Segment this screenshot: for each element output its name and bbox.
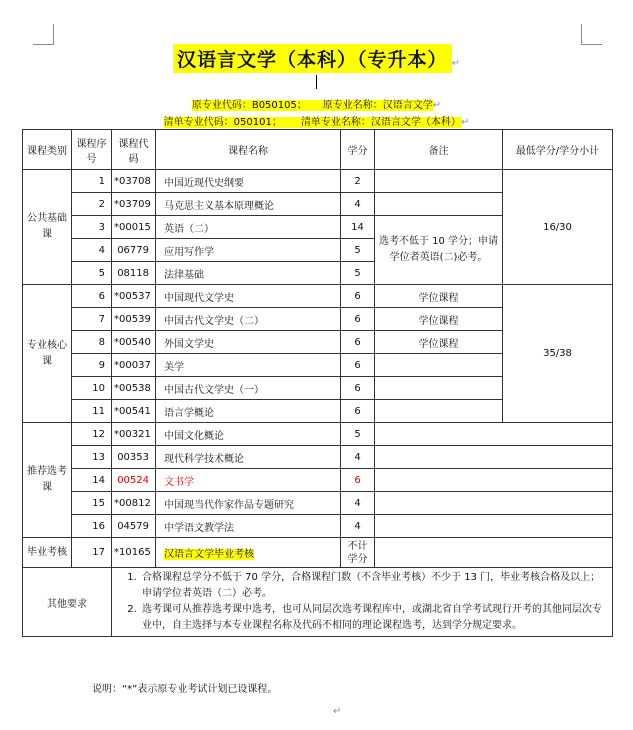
table-row	[23, 492, 613, 515]
table-row	[23, 515, 613, 538]
original-major-line: 原专业代码：B050105； 原专业名称：汉语言文学↵	[191, 100, 442, 111]
title-row	[0, 44, 633, 73]
course-name[interactable]: 美学	[156, 354, 341, 377]
course-code: 00524	[112, 469, 156, 492]
table-row	[23, 446, 613, 469]
original-name-label: 原专业名称：	[322, 100, 383, 111]
min-credit-public: 16/30	[503, 170, 613, 285]
course-name[interactable]: 法律基础	[156, 262, 341, 285]
paragraph-mark-icon: ↵	[333, 706, 342, 717]
course-code: *10165	[112, 538, 156, 568]
course-remark	[375, 446, 613, 469]
course-credit: 4	[341, 492, 375, 515]
table-row	[23, 538, 613, 568]
course-seq: 15	[72, 492, 112, 515]
list-code: 050101	[233, 117, 272, 128]
other-requirements-text	[112, 568, 613, 637]
course-code: *00812	[112, 492, 156, 515]
course-seq: 2	[72, 193, 112, 216]
requirement-item: 2. 选考课可从推荐选考课中选考，也可从同层次选考课程库中，或湖北省自学考试现行开考的其他同层次专业中，自主选择与本专业课程名称及代码不相同的理论课程选考，达到学分规定要求。	[140, 602, 606, 634]
category-public: 公共基础课	[23, 170, 72, 285]
course-credit: 4	[341, 446, 375, 469]
graduation-course-name: 汉语言文学毕业考核	[164, 549, 254, 560]
text-cursor	[316, 75, 317, 89]
course-remark: 学位课程	[375, 331, 503, 354]
course-code: 00353	[112, 446, 156, 469]
course-seq: 17	[72, 538, 112, 568]
course-remark	[375, 423, 613, 446]
table-row	[23, 568, 613, 637]
course-name[interactable]: 中国古代文学史（二）	[156, 308, 341, 331]
course-code: *03708	[112, 170, 156, 193]
table-row	[23, 285, 613, 308]
table-row	[23, 423, 613, 446]
course-remark	[375, 492, 613, 515]
requirement-item: 1. 合格课程总学分不低于 70 学分，合格课程门数（不含毕业考核）不少于 13 门，毕业考核合格及以上；申请学位者英语（二）必考。	[140, 570, 606, 602]
course-seq: 1	[72, 170, 112, 193]
course-seq: 9	[72, 354, 112, 377]
course-code: 04579	[112, 515, 156, 538]
category-core: 专业核心课	[23, 285, 72, 423]
paragraph-mark-icon: ↵	[451, 58, 460, 69]
course-name[interactable]: 英语（二）	[156, 216, 341, 239]
course-remark	[375, 400, 503, 423]
course-remark	[375, 469, 613, 492]
footnote: 说明：“*”表示原专业考试计划已设课程。	[92, 684, 278, 695]
course-credit: 5	[341, 239, 375, 262]
course-code: *00540	[112, 331, 156, 354]
header-credit: 学分	[341, 130, 375, 170]
course-name[interactable]: 中国古代文学史（一）	[156, 377, 341, 400]
course-credit: 6	[341, 400, 375, 423]
course-name[interactable]: 马克思主义基本原理概论	[156, 193, 341, 216]
course-seq: 14	[72, 469, 112, 492]
course-remark	[375, 170, 503, 193]
course-seq: 4	[72, 239, 112, 262]
course-credit: 14	[341, 216, 375, 239]
original-name: 汉语言文学	[382, 100, 433, 111]
header-category: 课程类别	[23, 130, 72, 170]
list-major-line: 清单专业代码：050101； 清单专业名称：汉语言文学（本科）↵	[163, 117, 470, 128]
course-credit: 6	[341, 285, 375, 308]
course-code: *00538	[112, 377, 156, 400]
course-remark	[375, 354, 503, 377]
list-name-label: 清单专业名称：	[300, 117, 371, 128]
course-credit: 6	[341, 377, 375, 400]
course-name[interactable]: 语言学概论	[156, 400, 341, 423]
course-name[interactable]: 文书学	[156, 469, 341, 492]
header-name: 课程名称	[156, 130, 341, 170]
course-name[interactable]: 中国现代文学史	[156, 285, 341, 308]
original-code: B050105	[251, 100, 297, 111]
course-credit: 不计学分	[341, 538, 375, 568]
course-code: *00537	[112, 285, 156, 308]
table-row	[23, 170, 613, 193]
original-code-label: 原专业代码：	[191, 100, 252, 111]
course-credit: 6	[341, 354, 375, 377]
paragraph-mark-icon: ↵	[460, 117, 470, 128]
course-remark	[375, 515, 613, 538]
header-remark: 备注	[375, 130, 503, 170]
course-code: 08118	[112, 262, 156, 285]
course-seq: 16	[72, 515, 112, 538]
header-code: 课程代码	[112, 130, 156, 170]
table-header-row	[23, 130, 613, 170]
course-credit: 5	[341, 262, 375, 285]
public-elective-note: 选考不低于 10 学分；申请学位者英语(二)必考。	[375, 216, 503, 285]
course-credit: 4	[341, 515, 375, 538]
course-credit: 4	[341, 193, 375, 216]
course-name[interactable]	[156, 538, 341, 568]
course-seq: 6	[72, 285, 112, 308]
course-code: *00015	[112, 216, 156, 239]
course-credit: 6	[341, 331, 375, 354]
course-seq: 7	[72, 308, 112, 331]
course-name[interactable]: 中国文化概论	[156, 423, 341, 446]
course-code: 06779	[112, 239, 156, 262]
course-remark: 学位课程	[375, 308, 503, 331]
table-row	[23, 469, 613, 492]
course-credit: 2	[341, 170, 375, 193]
course-seq: 12	[72, 423, 112, 446]
course-name[interactable]: 中学语文教学法	[156, 515, 341, 538]
course-code: *00321	[112, 423, 156, 446]
course-seq: 11	[72, 400, 112, 423]
course-name[interactable]: 现代科学技术概论	[156, 446, 341, 469]
course-seq: 5	[72, 262, 112, 285]
course-name[interactable]: 中国现当代作家作品专题研究	[156, 492, 341, 515]
paragraph-mark-icon: ↵	[432, 100, 442, 111]
course-name[interactable]: 外国文学史	[156, 331, 341, 354]
min-credit-core: 35/38	[503, 285, 613, 423]
course-credit: 6	[341, 308, 375, 331]
course-credit: 5	[341, 423, 375, 446]
list-code-label: 清单专业代码：	[163, 117, 234, 128]
page-corner-mark-top-left	[33, 24, 54, 45]
course-code: *00541	[112, 400, 156, 423]
list-name: 汉语言文学（本科）	[370, 117, 461, 128]
course-seq: 10	[72, 377, 112, 400]
course-name[interactable]: 应用写作学	[156, 239, 341, 262]
other-requirements-label: 其他要求	[23, 568, 112, 637]
category-recommend: 推荐选考课	[23, 423, 72, 538]
course-seq: 13	[72, 446, 112, 469]
requirements-list	[118, 570, 606, 634]
course-remark	[375, 538, 613, 568]
course-remark	[375, 377, 503, 400]
course-code: *00037	[112, 354, 156, 377]
course-remark	[375, 193, 503, 216]
course-seq: 8	[72, 331, 112, 354]
course-table	[22, 129, 613, 637]
course-name[interactable]: 中国近现代史纲要	[156, 170, 341, 193]
header-min-credit: 最低学分/学分小计	[503, 130, 613, 170]
course-code: *00539	[112, 308, 156, 331]
header-seq: 课程序号	[72, 130, 112, 170]
course-remark: 学位课程	[375, 285, 503, 308]
course-credit: 6	[341, 469, 375, 492]
category-graduation: 毕业考核	[23, 538, 72, 568]
course-code: *03709	[112, 193, 156, 216]
document-title[interactable]: 汉语言文学（本科）（专升本）	[173, 44, 452, 73]
course-seq: 3	[72, 216, 112, 239]
page-corner-mark-top-right	[581, 24, 602, 45]
